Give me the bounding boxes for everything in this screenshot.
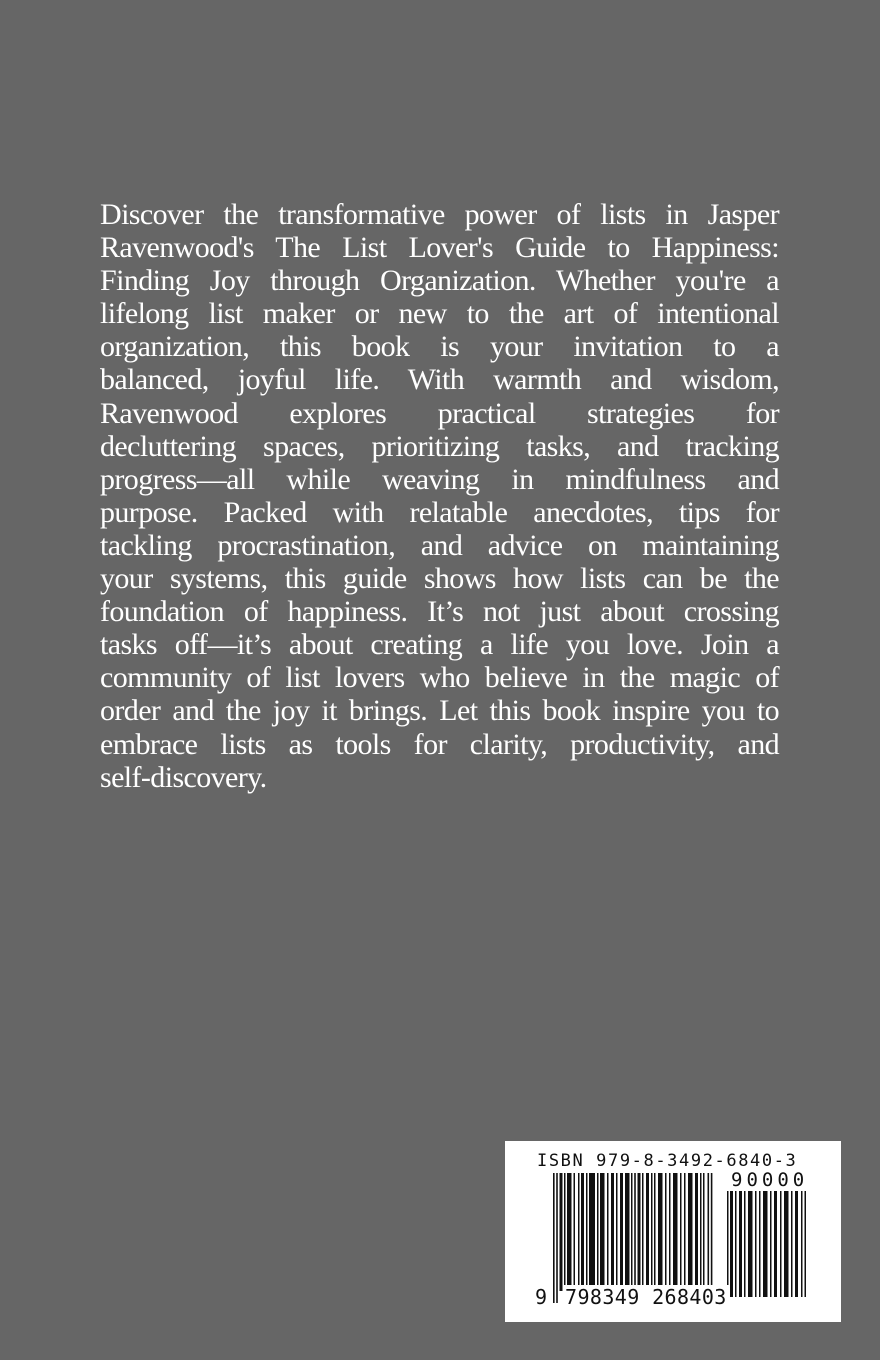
blurb-line: decluttering spaces, prioritizing tasks, and tracking [100,429,779,463]
barcode-digits: 798349 268403 [565,1285,727,1309]
blurb-line: order and the joy it brings. Let this book inspire you to [100,694,779,728]
blurb-line: balanced, joyful life. With warmth and wisdom, [100,363,779,397]
blurb-line: foundation of happiness. It’s not just about crossing [100,595,779,629]
blurb-line: community of list lovers who believe in the magic of [100,661,779,695]
isbn-barcode [505,1141,841,1322]
barcode-digit-prefix: 9 [535,1285,548,1309]
addon-bars-icon [727,1191,807,1297]
blurb-line: your systems, this guide shows how lists can be the [100,562,779,596]
blurb-line: self-discovery. [100,760,267,794]
blurb-line: organization, this book is your invitation to a [100,330,779,364]
blurb-line: tackling procrastination, and advice on maintaining [100,528,779,562]
addon-price-code: 90000 [731,1169,809,1191]
isbn-label: ISBN 979-8-3492-6840-3 [537,1151,798,1171]
blurb-line: embrace lists as tools for clarity, productivity, and [100,727,779,761]
blurb-line: Ravenwood's The List Lover's Guide to Happiness: [100,231,779,265]
blurb-line: Discover the transformative power of lists in Jasper [100,198,779,231]
blurb-line: lifelong list maker or new to the art of intentional [100,297,779,331]
blurb-line: Ravenwood explores practical strategies for [100,396,779,430]
ean13-bars-icon [553,1173,713,1303]
blurb-line: progress—all while weaving in mindfulness and [100,462,779,496]
blurb-line: purpose. Packed with relatable anecdotes, tips for [100,495,779,529]
back-cover-blurb [100,198,779,794]
blurb-line: tasks off—it’s about creating a life you love. Join a [100,628,779,662]
blurb-line: Finding Joy through Organization. Whether you're a [100,264,779,298]
